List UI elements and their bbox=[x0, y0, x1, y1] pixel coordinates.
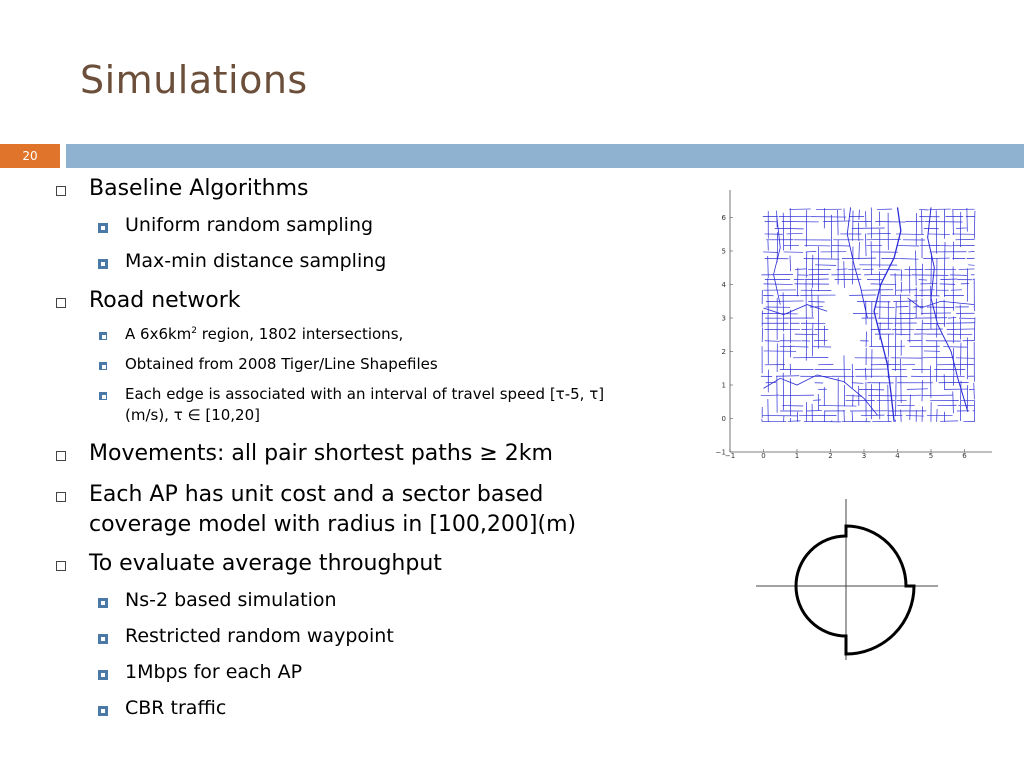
road-lines bbox=[761, 207, 975, 421]
road-segment bbox=[812, 255, 813, 288]
road-segment bbox=[787, 233, 803, 234]
road-segment bbox=[808, 301, 824, 302]
road-segment bbox=[974, 211, 975, 239]
x-tick-label: 4 bbox=[895, 452, 900, 460]
road-segment bbox=[806, 252, 807, 278]
road-segment bbox=[953, 209, 954, 235]
road-segment bbox=[866, 234, 867, 257]
road-segment bbox=[940, 284, 955, 285]
bullet-edge-speed-line2: (m/s), τ ∈ [10,20] bbox=[125, 406, 260, 424]
road-segment bbox=[765, 341, 780, 342]
road-segment bbox=[852, 383, 864, 384]
road-segment bbox=[844, 261, 845, 288]
page-title: Simulations bbox=[80, 58, 308, 102]
filled-square-bullet-icon bbox=[99, 392, 107, 400]
road-segment bbox=[789, 209, 810, 210]
road-segment bbox=[852, 412, 853, 422]
y-tick-label: 1 bbox=[721, 381, 726, 390]
road-segment bbox=[866, 239, 900, 240]
filled-square-bullet-icon bbox=[98, 598, 108, 608]
road-segment bbox=[901, 269, 902, 280]
road-segment bbox=[968, 265, 974, 266]
road-segment bbox=[795, 269, 807, 270]
road-segment bbox=[824, 411, 825, 421]
road-segment bbox=[919, 209, 929, 210]
y-tick-label: 0 bbox=[721, 415, 726, 423]
road-segment bbox=[812, 324, 813, 357]
road-segment bbox=[948, 318, 956, 319]
bullet-movements: Movements: all pair shortest paths ≥ 2km bbox=[89, 441, 553, 466]
road-segment bbox=[974, 383, 975, 400]
road-segment bbox=[907, 389, 928, 390]
bullet-evaluate-throughput: To evaluate average throughput bbox=[89, 551, 442, 576]
highway-line bbox=[774, 218, 781, 305]
road-segment bbox=[761, 395, 779, 396]
bullet-uniform-random: Uniform random sampling bbox=[125, 214, 374, 236]
road-segment bbox=[818, 364, 833, 365]
x-tick-label: −1 bbox=[724, 452, 736, 460]
bullet-ns2: Ns-2 based simulation bbox=[125, 589, 337, 611]
road-segment bbox=[871, 284, 896, 285]
highway-line bbox=[928, 207, 968, 411]
y-tick-label: 2 bbox=[721, 348, 726, 356]
road-segment bbox=[805, 279, 829, 280]
x-tick-label: 6 bbox=[962, 452, 967, 460]
region-superscript: 2 bbox=[191, 326, 198, 336]
road-segment bbox=[804, 421, 841, 422]
y-tick-label: 4 bbox=[721, 281, 726, 289]
road-segment bbox=[974, 318, 975, 341]
y-tick-label: 5 bbox=[721, 247, 726, 256]
road-segment bbox=[895, 273, 896, 295]
sector-coverage-shape bbox=[796, 526, 914, 654]
filled-square-bullet-icon bbox=[99, 362, 107, 370]
road-segment bbox=[916, 251, 917, 286]
road-segment bbox=[859, 242, 860, 259]
road-segment bbox=[940, 279, 957, 280]
road-segment bbox=[901, 359, 902, 403]
road-segment bbox=[953, 372, 954, 386]
road-segment bbox=[864, 274, 885, 275]
bullet-tiger-line: Obtained from 2008 Tiger/Line Shapefiles bbox=[125, 355, 438, 373]
road-segment bbox=[804, 259, 840, 260]
x-tick-label: 5 bbox=[928, 452, 934, 460]
highway-line bbox=[764, 375, 878, 415]
road-segment bbox=[783, 293, 784, 332]
highway-line bbox=[764, 305, 828, 315]
y-tick-label: 3 bbox=[721, 314, 726, 323]
axis-ticks bbox=[716, 214, 968, 460]
bullet-1mbps: 1Mbps for each AP bbox=[125, 661, 303, 683]
sector-coverage-diagram bbox=[752, 497, 942, 662]
region-text-rest: region, 1802 intersections, bbox=[197, 325, 404, 343]
filled-square-bullet-icon bbox=[98, 223, 108, 233]
road-segment bbox=[923, 258, 949, 259]
x-tick-label: 1 bbox=[794, 452, 800, 460]
road-segment bbox=[812, 288, 813, 317]
filled-square-bullet-icon bbox=[99, 332, 107, 340]
bullet-road-network: Road network bbox=[89, 288, 241, 313]
road-segment bbox=[766, 301, 804, 302]
road-segment bbox=[901, 282, 902, 293]
bullet-edge-speed-line1: Each edge is associated with an interval of travel speed [τ-5, τ] bbox=[125, 385, 605, 403]
road-segment bbox=[922, 406, 923, 422]
y-tick-label: 6 bbox=[721, 214, 726, 222]
hollow-square-bullet-icon bbox=[56, 298, 66, 308]
road-segment bbox=[838, 210, 839, 235]
header-bar bbox=[66, 144, 1024, 168]
road-segment bbox=[955, 239, 974, 240]
road-segment bbox=[819, 406, 857, 407]
filled-square-bullet-icon bbox=[98, 706, 108, 716]
road-segment bbox=[859, 210, 860, 220]
filled-square-bullet-icon bbox=[98, 670, 108, 680]
road-segment bbox=[846, 396, 862, 397]
bullet-cbr: CBR traffic bbox=[125, 697, 227, 719]
region-text: A 6x6km bbox=[125, 325, 192, 343]
road-segment bbox=[910, 395, 911, 420]
hollow-square-bullet-icon bbox=[56, 492, 66, 502]
road-segment bbox=[865, 368, 866, 380]
road-segment bbox=[790, 256, 791, 272]
bullet-max-min: Max-min distance sampling bbox=[125, 250, 387, 272]
road-segment bbox=[912, 275, 949, 276]
road-segment bbox=[906, 416, 924, 417]
bullet-baseline-algorithms: Baseline Algorithms bbox=[89, 176, 309, 201]
bullet-waypoint: Restricted random waypoint bbox=[125, 625, 394, 647]
road-network-plot bbox=[708, 188, 998, 460]
road-segment bbox=[953, 391, 954, 413]
road-segment bbox=[818, 296, 819, 328]
x-tick-label: 3 bbox=[861, 452, 867, 460]
hollow-square-bullet-icon bbox=[56, 451, 66, 461]
road-segment bbox=[823, 221, 850, 222]
y-tick-label: −1 bbox=[715, 448, 726, 457]
road-segment bbox=[944, 242, 945, 275]
x-tick-label: 2 bbox=[828, 452, 833, 460]
x-tick-label: 0 bbox=[761, 452, 766, 460]
bullet-region bbox=[125, 325, 403, 343]
road-segment bbox=[960, 381, 961, 405]
hollow-square-bullet-icon bbox=[56, 561, 66, 571]
filled-square-bullet-icon bbox=[98, 259, 108, 269]
hollow-square-bullet-icon bbox=[56, 186, 66, 196]
bullet-ap-cost-line2: coverage model with radius in [100,200](m) bbox=[89, 512, 577, 537]
slide-number: 20 bbox=[0, 144, 60, 168]
bullet-ap-cost-line1: Each AP has unit cost and a sector based bbox=[89, 482, 544, 507]
road-segment bbox=[896, 306, 908, 307]
filled-square-bullet-icon bbox=[98, 634, 108, 644]
